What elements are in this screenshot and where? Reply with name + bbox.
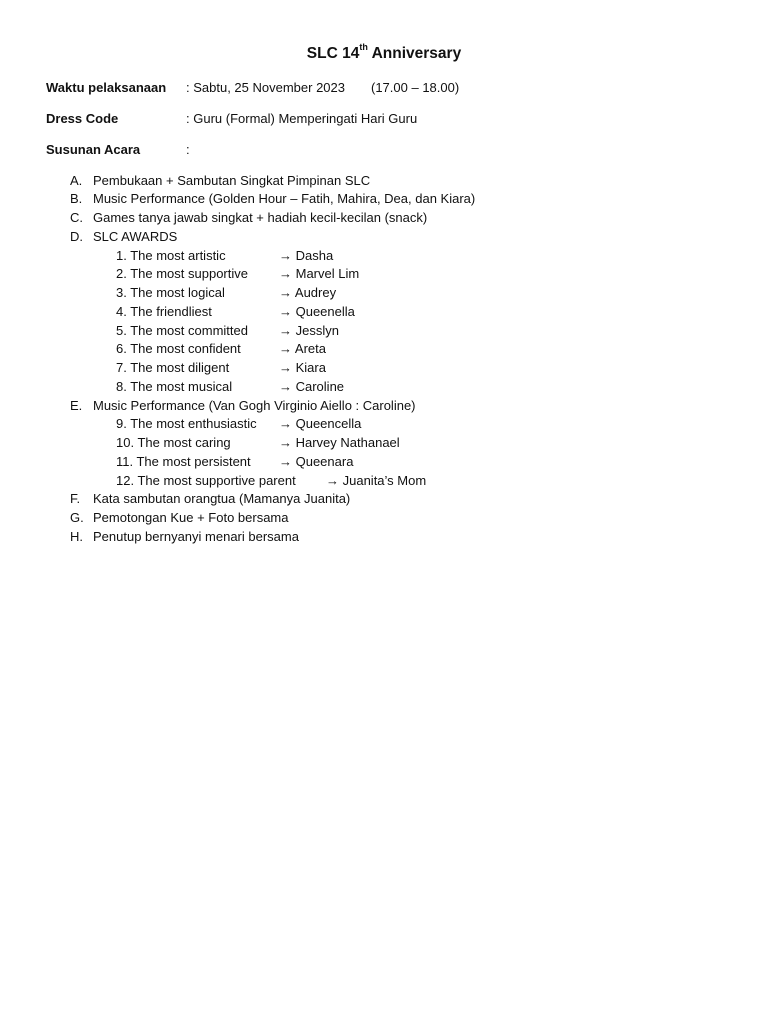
meta-value-dress-code: : Guru (Formal) Memperingati Hari Guru xyxy=(186,111,418,126)
award-name: 2. The most supportive xyxy=(116,266,248,281)
agenda-text: SLC AWARDS xyxy=(93,229,178,244)
award-winner: → Audrey xyxy=(279,285,337,300)
award-winner: → Queenara xyxy=(279,454,354,469)
meta-label-waktu: Waktu pelaksanaan xyxy=(46,80,167,95)
meta-row-susunan-acara xyxy=(46,142,726,160)
agenda-text: Music Performance (Golden Hour – Fatih, Mahira, Dea, dan Kiara) xyxy=(93,191,476,206)
award-winner: → Queenella xyxy=(279,304,355,319)
award-winner: → Marvel Lim xyxy=(279,266,360,281)
agenda-text: Games tanya jawab singkat + hadiah kecil-kecilan (snack) xyxy=(93,210,428,225)
agenda-text: Kata sambutan orangtua (Mamanya Juanita) xyxy=(93,491,351,506)
agenda-letter: D. xyxy=(70,229,83,244)
meta-label-dress-code: Dress Code xyxy=(46,111,119,126)
agenda-letter: H. xyxy=(70,529,83,544)
award-name: 1. The most artistic xyxy=(116,248,226,263)
meta-row-waktu xyxy=(46,80,726,98)
award-name: 3. The most logical xyxy=(116,285,225,300)
award-winner: → Dasha xyxy=(279,248,334,263)
document-title xyxy=(0,44,768,63)
agenda-text: Pembukaan + Sambutan Singkat Pimpinan SLC xyxy=(93,173,371,188)
award-name: 11. The most persistent xyxy=(116,454,251,469)
meta-value-waktu: : Sabtu, 25 November 2023 xyxy=(186,80,345,95)
meta-row-dress-code xyxy=(46,111,726,129)
agenda-letter: G. xyxy=(70,510,84,525)
award-winner: → Jesslyn xyxy=(279,323,339,338)
award-name: 6. The most confident xyxy=(116,341,241,356)
agenda-text: Music Performance (Van Gogh Virginio Aiello : Caroline) xyxy=(93,398,416,413)
award-winner: → Caroline xyxy=(279,379,345,394)
award-name: 5. The most committed xyxy=(116,323,248,338)
meta-label-susunan-acara: Susunan Acara xyxy=(46,142,141,157)
award-name: 10. The most caring xyxy=(116,435,231,450)
agenda-letter: C. xyxy=(70,210,83,225)
award-winner: → Harvey Nathanael xyxy=(279,435,400,450)
agenda-letter: B. xyxy=(70,191,83,206)
title-superscript: th xyxy=(359,42,368,52)
agenda-text: Penutup bernyanyi menari bersama xyxy=(93,529,299,544)
meta-value-susunan-acara: : xyxy=(186,142,190,157)
agenda-letter: E. xyxy=(70,398,83,413)
award-name: 7. The most diligent xyxy=(116,360,230,375)
award-winner: → Queencella xyxy=(279,416,362,431)
award-name: 8. The most musical xyxy=(116,379,233,394)
title-rest: Anniversary xyxy=(367,45,462,63)
meta-time-range: (17.00 – 18.00) xyxy=(371,80,460,95)
award-winner: → Kiara xyxy=(279,360,326,375)
award-name: 9. The most enthusiastic xyxy=(116,416,257,431)
agenda-letter: F. xyxy=(70,491,81,506)
title-main: SLC 14 xyxy=(306,45,360,63)
award-name: 4. The friendliest xyxy=(116,304,212,319)
agenda-text: Pemotongan Kue + Foto bersama xyxy=(93,510,289,525)
award-name: 12. The most supportive parent xyxy=(116,473,296,488)
agenda-letter: A. xyxy=(70,173,83,188)
award-winner: → Areta xyxy=(279,341,326,356)
award-winner: → Juanita’s Mom xyxy=(326,473,427,488)
